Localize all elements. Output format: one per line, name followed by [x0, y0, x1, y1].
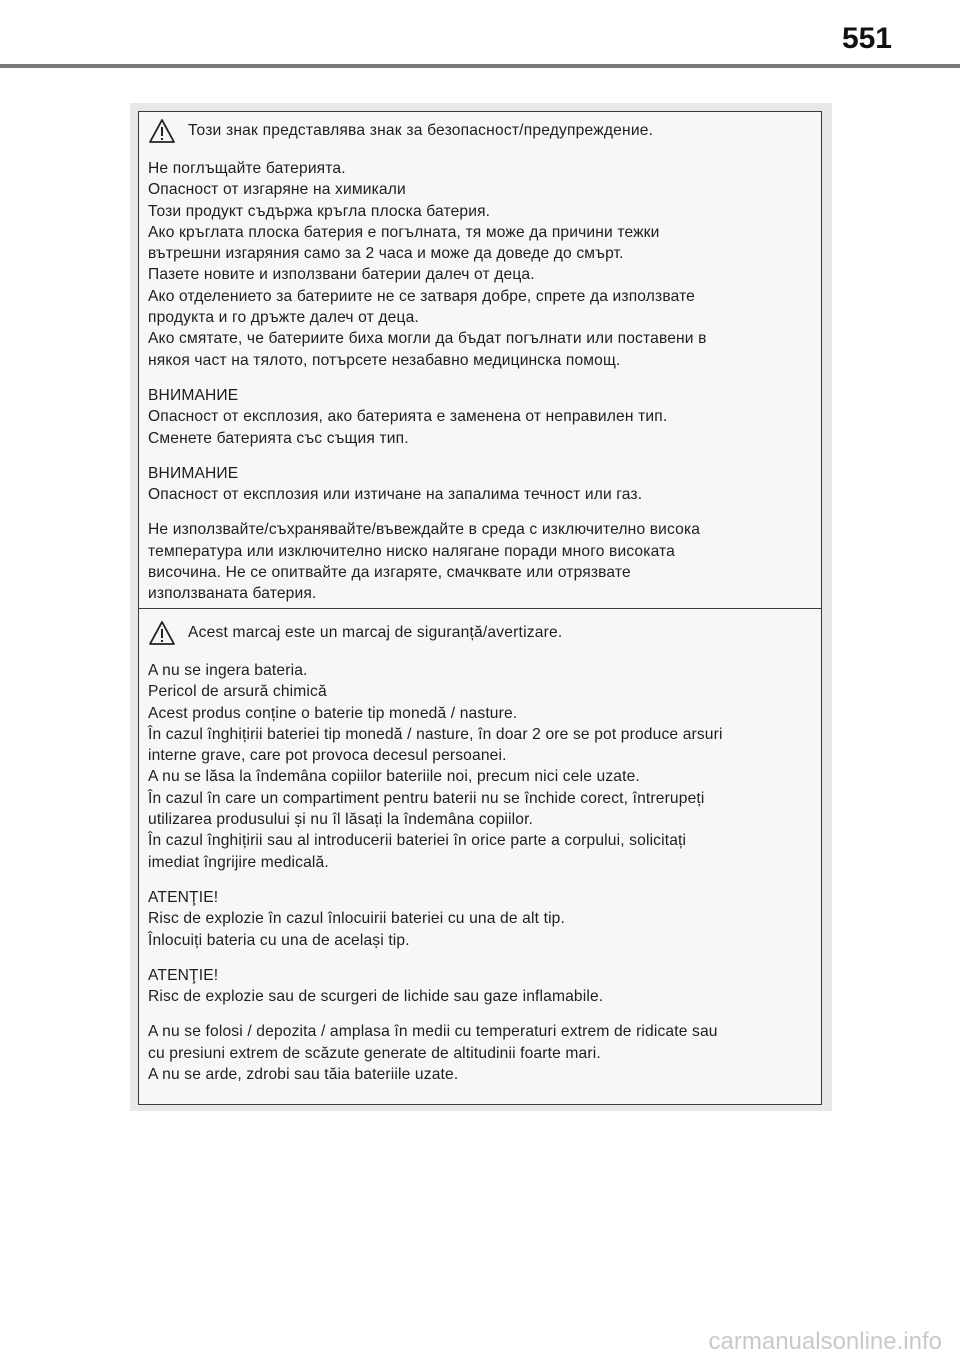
text-line: interne grave, care pot provoca decesul persoanei.	[148, 747, 507, 765]
text-line: Acest produs conține o baterie tip monedă / nasture.	[148, 704, 518, 722]
text-line: Опасност от експлозия, ако батерията е заменена от неправилен тип.	[148, 408, 668, 426]
romanian-block-4	[148, 1021, 807, 1085]
bulgarian-warning-label: Този знак представлява знак за безопасност/предупреждение.	[188, 122, 654, 139]
text-line: utilizarea produsului și nu îl lăsați la îndemâna copiilor.	[148, 811, 534, 829]
section-divider	[139, 608, 821, 609]
text-line: Risc de explozie sau de scurgeri de lichide sau gaze inflamabile.	[148, 988, 604, 1006]
text-line: Не използвайте/съхранявайте/въвеждайте в среда с изключително висока	[148, 521, 701, 539]
text-line: imediat îngrijire medicală.	[148, 853, 329, 871]
watermark: carmanualsonline.info	[708, 1328, 942, 1355]
romanian-block-1	[148, 660, 807, 873]
text-line: A nu se folosi / depozita / amplasa în medii cu temperaturi extrem de ridicate sau	[148, 1023, 718, 1041]
text-line: A nu se lăsa la îndemâna copiilor bateriile noi, precum nici cele uzate.	[148, 768, 640, 786]
caution-heading: ATENŢIE!	[148, 966, 219, 984]
text-line: височина. Не се опитвайте да изгаряте, смачквате или отрязвате	[148, 564, 631, 582]
text-line: Risc de explozie în cazul înlocuirii bateriei cu una de alt tip.	[148, 910, 565, 928]
bulgarian-section	[148, 116, 807, 619]
romanian-warning-header	[148, 618, 807, 648]
bulgarian-block-4	[148, 519, 807, 604]
text-line: някоя част на тялото, потърсете незабавно медицинска помощ.	[148, 351, 621, 369]
text-line: A nu se ingera bateria.	[148, 662, 308, 679]
caution-heading: ВНИМАНИЕ	[148, 386, 239, 404]
romanian-warning-label: Acest marcaj este un marcaj de siguranță/avertizare.	[188, 624, 563, 641]
romanian-section	[148, 618, 807, 1099]
text-line: използваната батерия.	[148, 585, 317, 603]
text-line: Опасност от изгаряне на химикали	[148, 181, 406, 199]
romanian-block-3	[148, 965, 807, 1008]
text-line: температура или изключително ниско налягане поради много високата	[148, 542, 675, 560]
bulgarian-block-2	[148, 385, 807, 449]
text-line: Сменете батерията със същия тип.	[148, 429, 409, 447]
text-line: În cazul înghițirii sau al introducerii bateriei în orice parte a corpului, solicitați	[148, 832, 687, 850]
text-line: cu presiuni extrem de scăzute generate de altitudinii foarte mari.	[148, 1044, 601, 1062]
text-line: În cazul în care un compartiment pentru baterii nu se închide corect, întrerupeți	[148, 789, 705, 807]
text-line: Ако кръглата плоска батерия е погълната, тя може да причини тежки	[148, 223, 660, 241]
bulgarian-warning-header	[148, 116, 807, 146]
warning-triangle-icon	[148, 620, 176, 646]
text-line: Înlocuiți bateria cu una de același tip.	[148, 931, 410, 949]
text-line: вътрешни изгаряния само за 2 часа и може да доведе до смърт.	[148, 245, 624, 263]
text-line: Ако смятате, че батериите биха могли да бъдат погълнати или поставени в	[148, 330, 707, 348]
text-line: продукта и го дръжте далеч от деца.	[148, 309, 419, 327]
text-line: Опасност от експлозия или изтичане на запалима течност или газ.	[148, 486, 643, 504]
text-line: Пазете новите и използвани батерии далеч от деца.	[148, 266, 535, 284]
text-line: Този продукт съдържа кръгла плоска батерия.	[148, 202, 491, 220]
header-rule	[0, 64, 960, 68]
warning-triangle-icon	[148, 118, 176, 144]
text-line: Ако отделението за батериите не се затваря добре, спрете да използвате	[148, 287, 696, 305]
bulgarian-block-3	[148, 463, 807, 506]
text-line: În cazul înghițirii bateriei tip monedă / nasture, în doar 2 ore se pot produce arsuri	[148, 725, 723, 743]
text-line: A nu se arde, zdrobi sau tăia bateriile uzate.	[148, 1066, 459, 1084]
caution-heading: ATENŢIE!	[148, 888, 219, 906]
romanian-block-2	[148, 887, 807, 951]
text-line: Pericol de arsură chimică	[148, 683, 327, 701]
safety-notice-box	[138, 111, 822, 1105]
bulgarian-block-1	[148, 158, 807, 371]
text-line: Не поглъщайте батерията.	[148, 160, 346, 177]
page-number: 551	[841, 22, 892, 55]
caution-heading: ВНИМАНИЕ	[148, 464, 239, 482]
